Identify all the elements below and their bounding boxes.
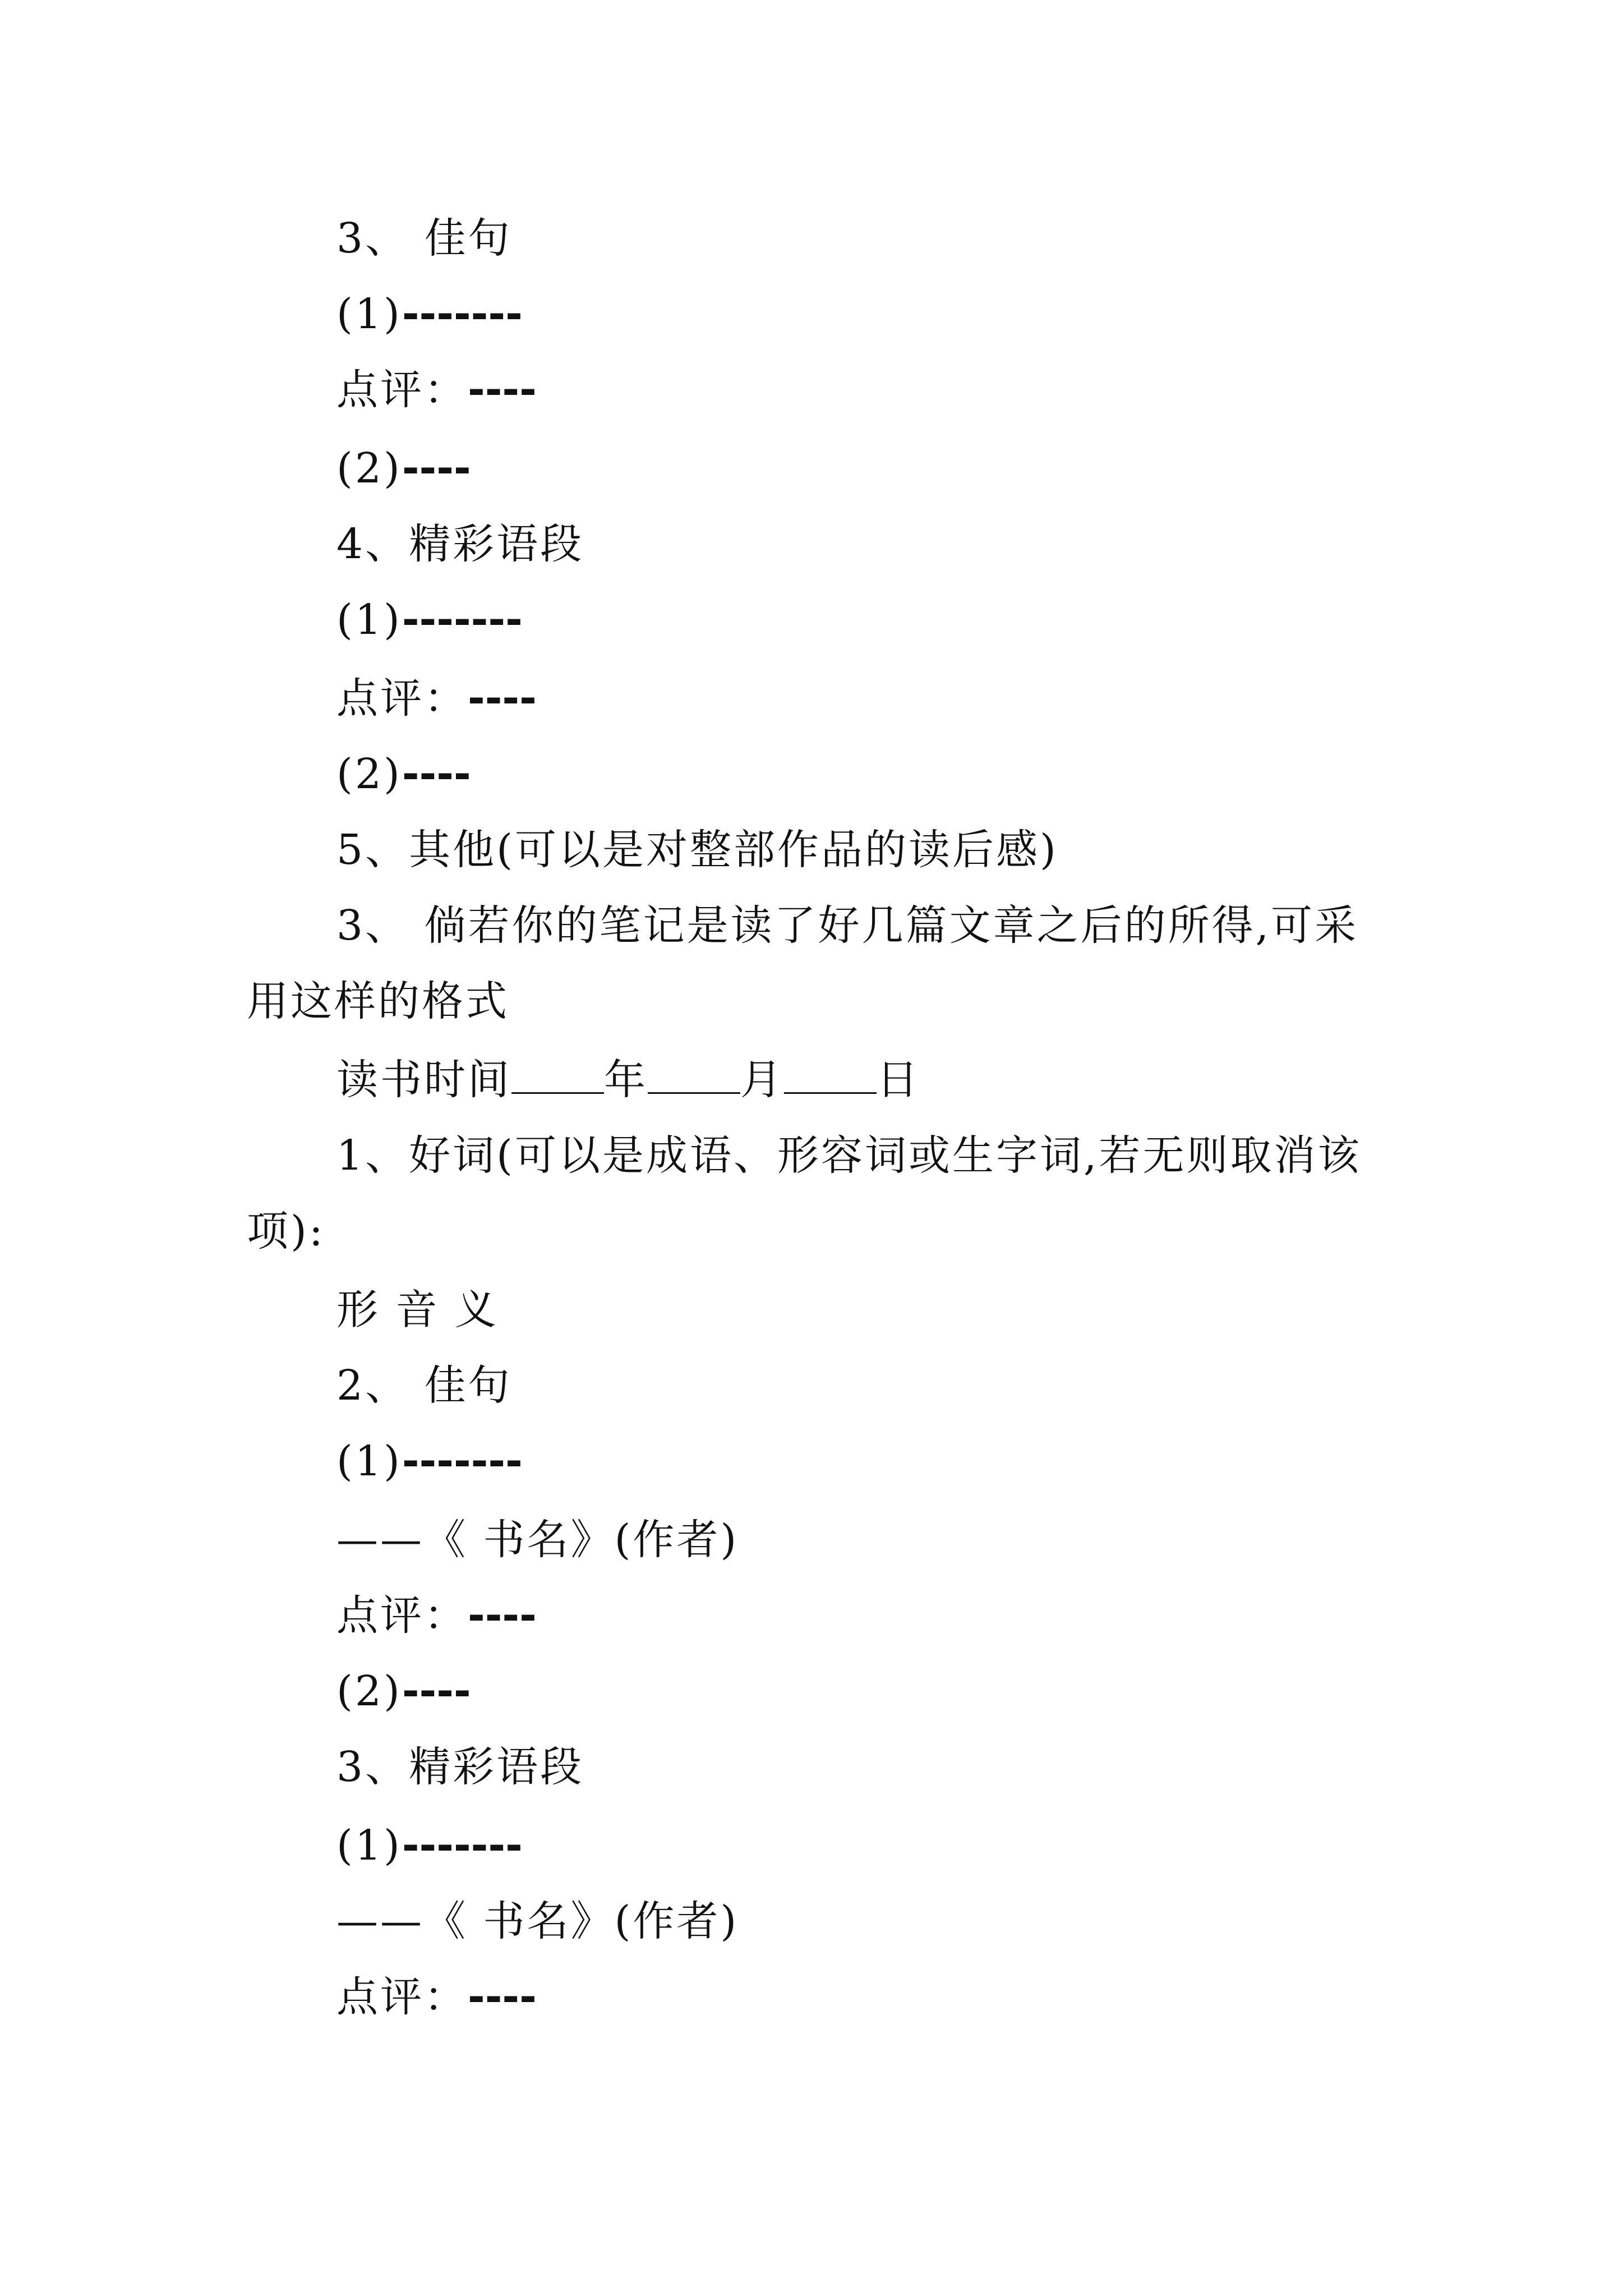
- entry-number: (1): [336, 1437, 402, 1485]
- month-blank: [648, 1059, 740, 1094]
- attribution-text: ——《 书名》(作者): [336, 1897, 739, 1945]
- entry-dashes: -------: [402, 596, 523, 644]
- sentence-entry-1: [336, 1433, 523, 1489]
- entry-dashes: -------: [402, 1821, 523, 1870]
- day-label: 日: [877, 1056, 920, 1104]
- heading-good-sentences-2: [336, 1358, 512, 1414]
- comment-line: [336, 362, 537, 418]
- paragraph-text: 3、 倘若你的笔记是读了好几篇文章之后的所得,可采: [336, 901, 1359, 950]
- paragraph-entry-1: [336, 592, 523, 648]
- entry-dashes: ----: [402, 1667, 471, 1715]
- format-intro-line-2: [247, 973, 509, 1029]
- comment-label: 点评：: [336, 1973, 468, 2021]
- comment-label: 点评：: [336, 366, 468, 414]
- entry-number: (2): [336, 750, 402, 798]
- day-blank: [784, 1059, 877, 1094]
- item-number: 3、: [336, 214, 409, 263]
- entry-number: (2): [336, 1667, 402, 1715]
- reading-date-line: [336, 1052, 920, 1108]
- comment-label: 点评：: [336, 674, 468, 723]
- entry-dashes: ----: [402, 750, 471, 798]
- paragraph-entry-1: [336, 1818, 523, 1874]
- paragraph-entry-2: [336, 746, 471, 802]
- heading-other: [336, 822, 1058, 878]
- entry-number: (1): [336, 290, 402, 338]
- heading-text: 佳句: [409, 214, 512, 263]
- heading-text: 5、其他(可以是对整部作品的读后感): [336, 826, 1058, 874]
- comment-line: [336, 1588, 537, 1644]
- format-intro-line-1: [336, 898, 1358, 954]
- comment-dashes: ----: [468, 1973, 537, 2021]
- sentence-entry-1: [336, 286, 523, 342]
- heading-text: 4、精彩语段: [336, 520, 584, 568]
- attribution-text: ——《 书名》(作者): [336, 1516, 739, 1564]
- item-number: 2、: [336, 1361, 409, 1410]
- year-blank: [511, 1059, 604, 1094]
- form-sound-meaning-row: [336, 1282, 499, 1338]
- comment-line: [336, 670, 537, 726]
- comment-dashes: ----: [468, 1591, 537, 1640]
- heading-text: 佳句: [409, 1361, 512, 1410]
- source-attribution: [336, 1512, 739, 1568]
- heading-text: 项):: [247, 1207, 325, 1255]
- comment-dashes: ----: [468, 674, 537, 723]
- comment-label: 点评：: [336, 1591, 468, 1640]
- source-attribution: [336, 1893, 739, 1949]
- heading-wonderful-paragraphs: [336, 516, 584, 572]
- entry-number: (1): [336, 1821, 402, 1870]
- month-label: 月: [740, 1056, 784, 1104]
- heading-text: 3、精彩语段: [336, 1743, 584, 1791]
- entry-number: (2): [336, 444, 402, 493]
- heading-good-sentences: [336, 210, 512, 266]
- paragraph-text: 用这样的格式: [247, 977, 509, 1025]
- heading-good-words-line-2: [247, 1203, 325, 1259]
- heading-wonderful-paragraphs-2: [336, 1739, 584, 1795]
- year-label: 年: [604, 1056, 648, 1104]
- column-labels: 形 音 义: [336, 1286, 499, 1334]
- entry-dashes: -------: [402, 1437, 523, 1485]
- sentence-entry-2: [336, 440, 471, 496]
- sentence-entry-2: [336, 1663, 471, 1719]
- reading-date-label: 读书时间: [336, 1056, 511, 1104]
- entry-number: (1): [336, 596, 402, 644]
- entry-dashes: ----: [402, 444, 471, 493]
- heading-text: 1、好词(可以是成语、形容词或生字词,若无则取消该: [336, 1131, 1362, 1180]
- heading-good-words-line-1: [336, 1128, 1361, 1184]
- entry-dashes: -------: [402, 290, 523, 338]
- comment-dashes: ----: [468, 366, 537, 414]
- comment-line: [336, 1969, 537, 2025]
